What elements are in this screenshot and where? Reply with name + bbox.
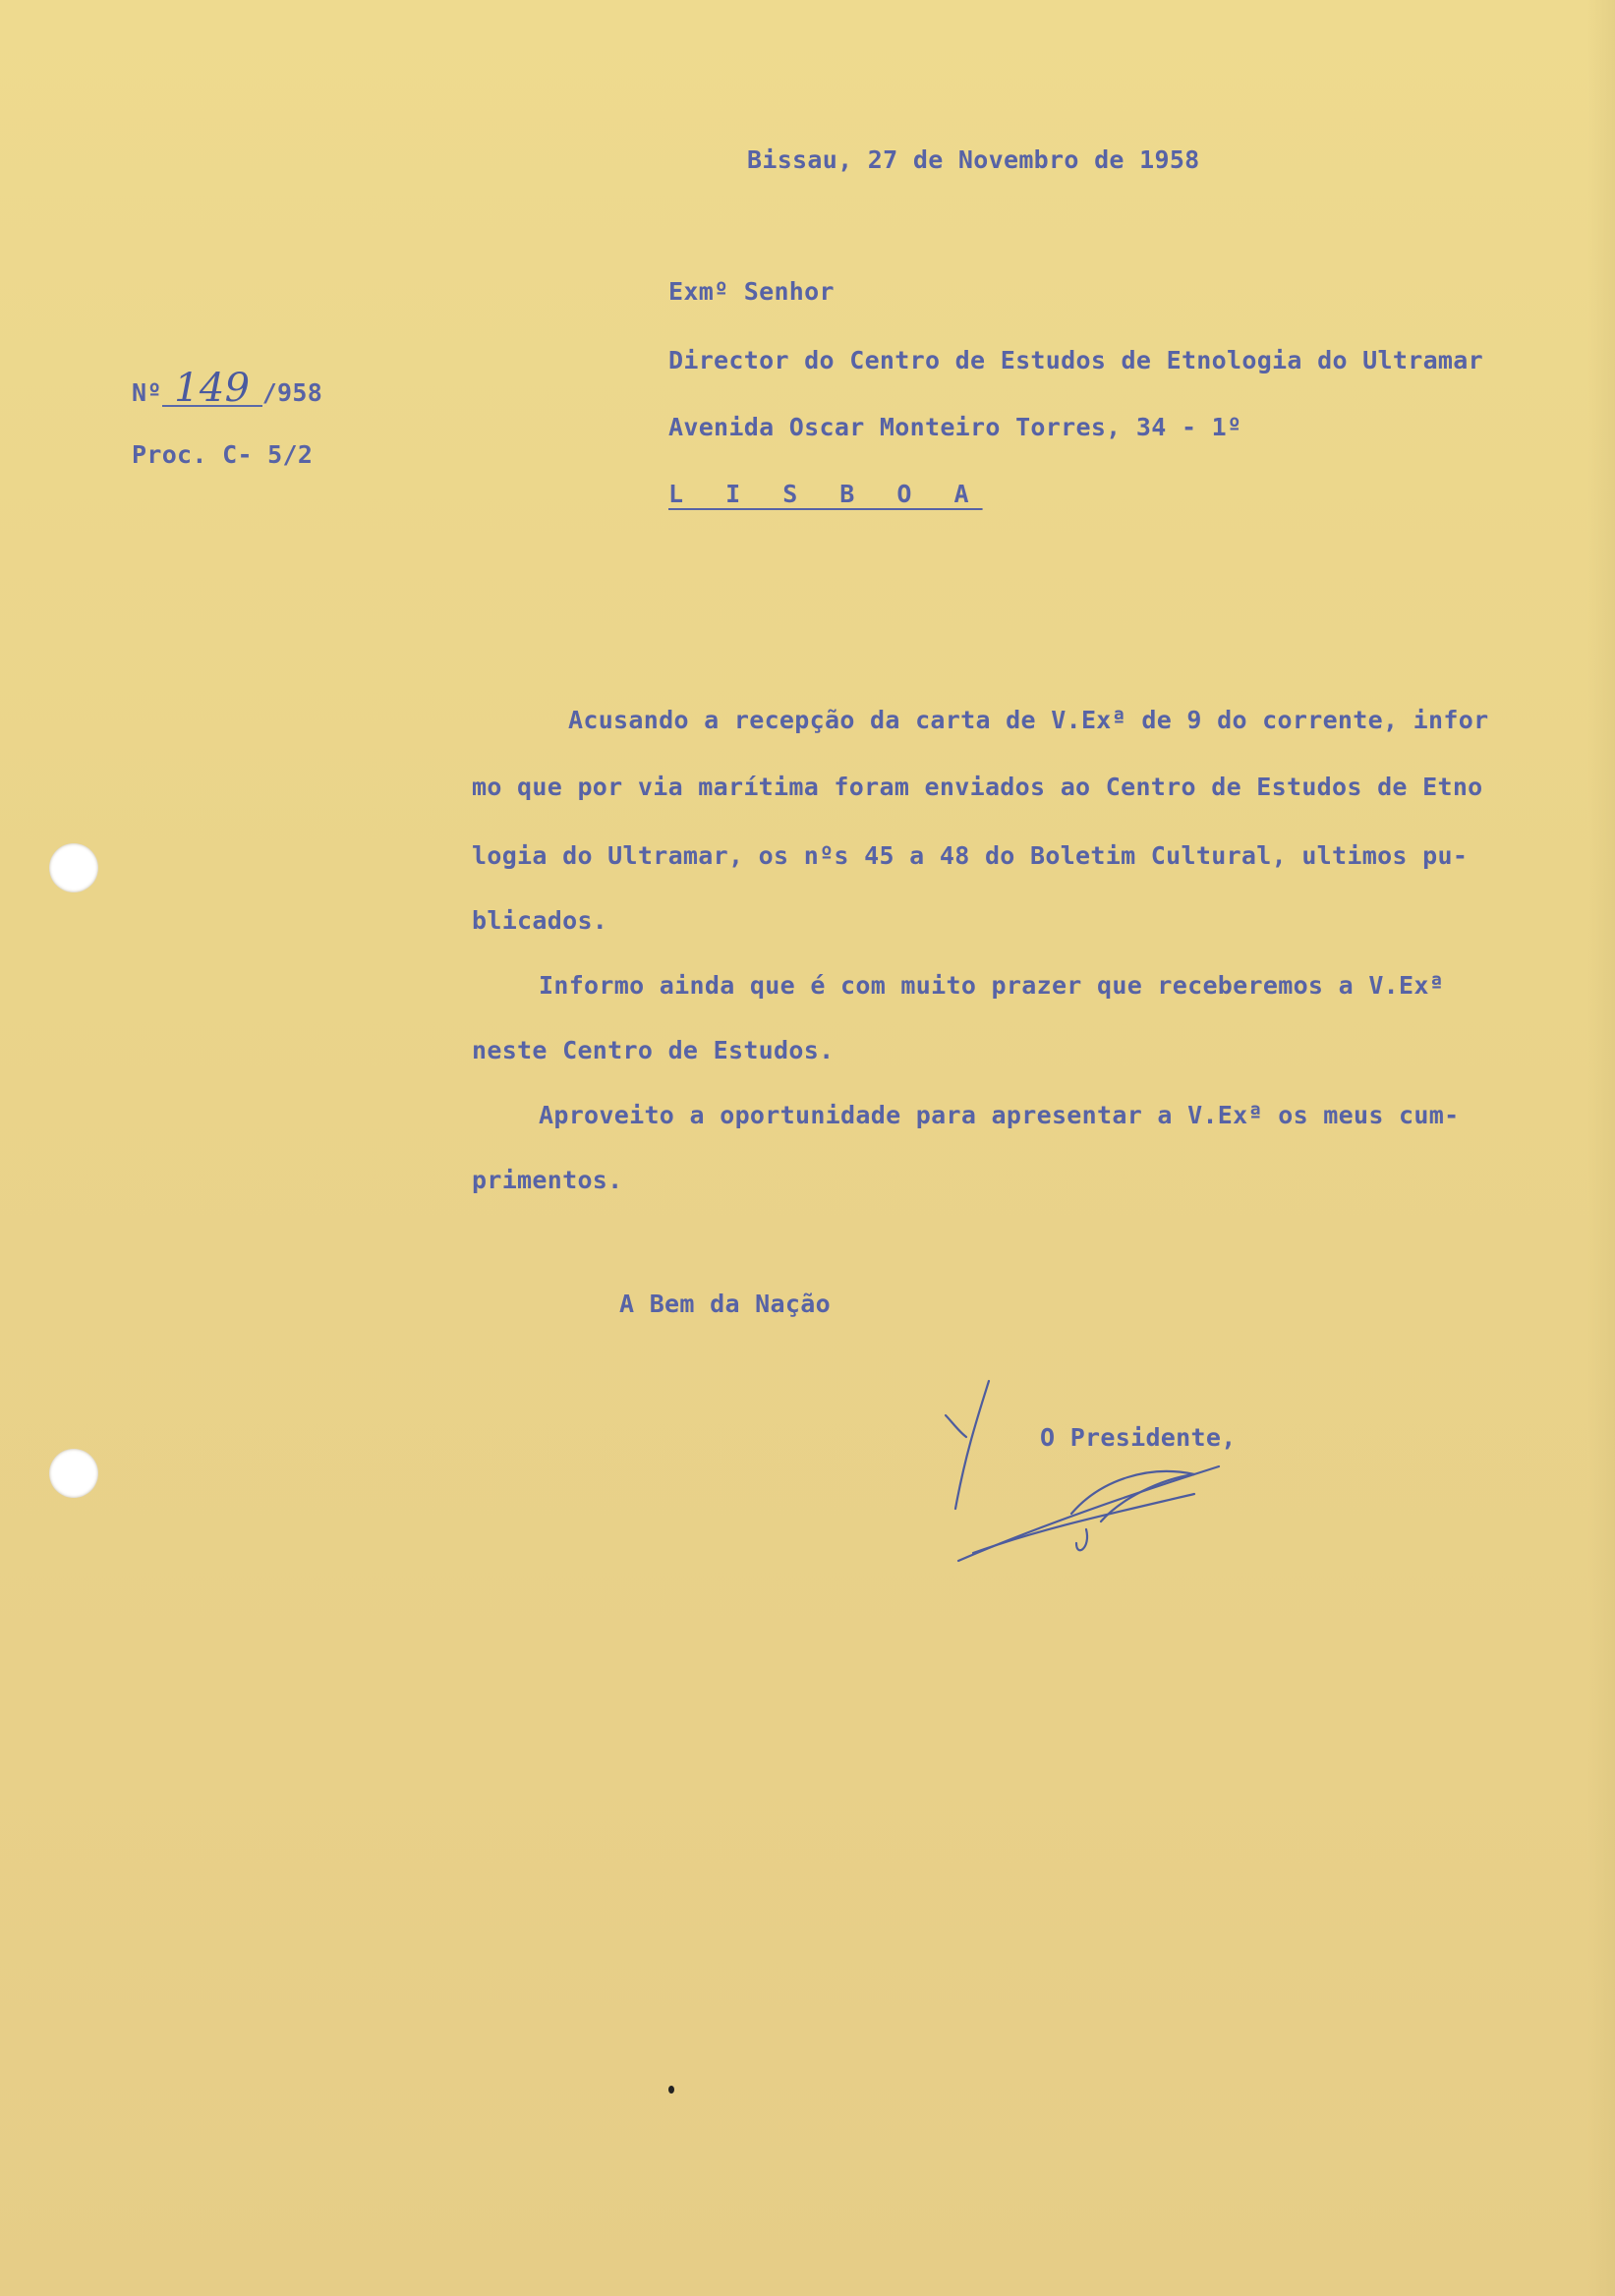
body-line-6: neste Centro de Estudos. [472,1036,835,1064]
body-line-3: logia do Ultramar, os nºs 45 a 48 do Boletim Cultural, ultimos pu- [472,841,1469,870]
addressee-street: Avenida Oscar Monteiro Torres, 34 - 1º [668,413,1242,441]
date-line: Bissau, 27 de Novembro de 1958 [747,145,1200,174]
reference-number-handwritten: 149 [162,372,262,407]
reference-number-suffix: /958 [261,378,323,407]
closing-line: A Bem da Nação [619,1290,831,1318]
addressee-title: Director do Centro de Estudos de Etnologia do Ultramar [668,346,1483,374]
body-line-1: Acusando a recepção da carta de V.Exª de 9 do corrente, infor [568,706,1489,734]
addressee-city: L I S B O A [668,480,983,508]
body-line-7: Aproveito a oportunidade para apresentar a V.Exª os meus cum- [539,1101,1460,1129]
body-line-5: Informo ainda que é com muito prazer que receberemos a V.Exª [539,971,1445,1000]
punch-hole-top [49,843,98,892]
body-line-2: mo que por via marítima foram enviados ao Centro de Estudos de Etno [472,773,1483,801]
reference-number-prefix: Nº [132,378,162,407]
signatory-title: O Presidente, [1040,1423,1237,1452]
body-line-4: blicados. [472,906,608,935]
ink-speck [668,2086,674,2094]
process-reference: Proc. C- 5/2 [132,440,314,469]
addressee-salutation: Exmº Senhor [668,277,835,306]
punch-hole-bottom [49,1449,98,1498]
body-line-8: primentos. [472,1166,623,1194]
